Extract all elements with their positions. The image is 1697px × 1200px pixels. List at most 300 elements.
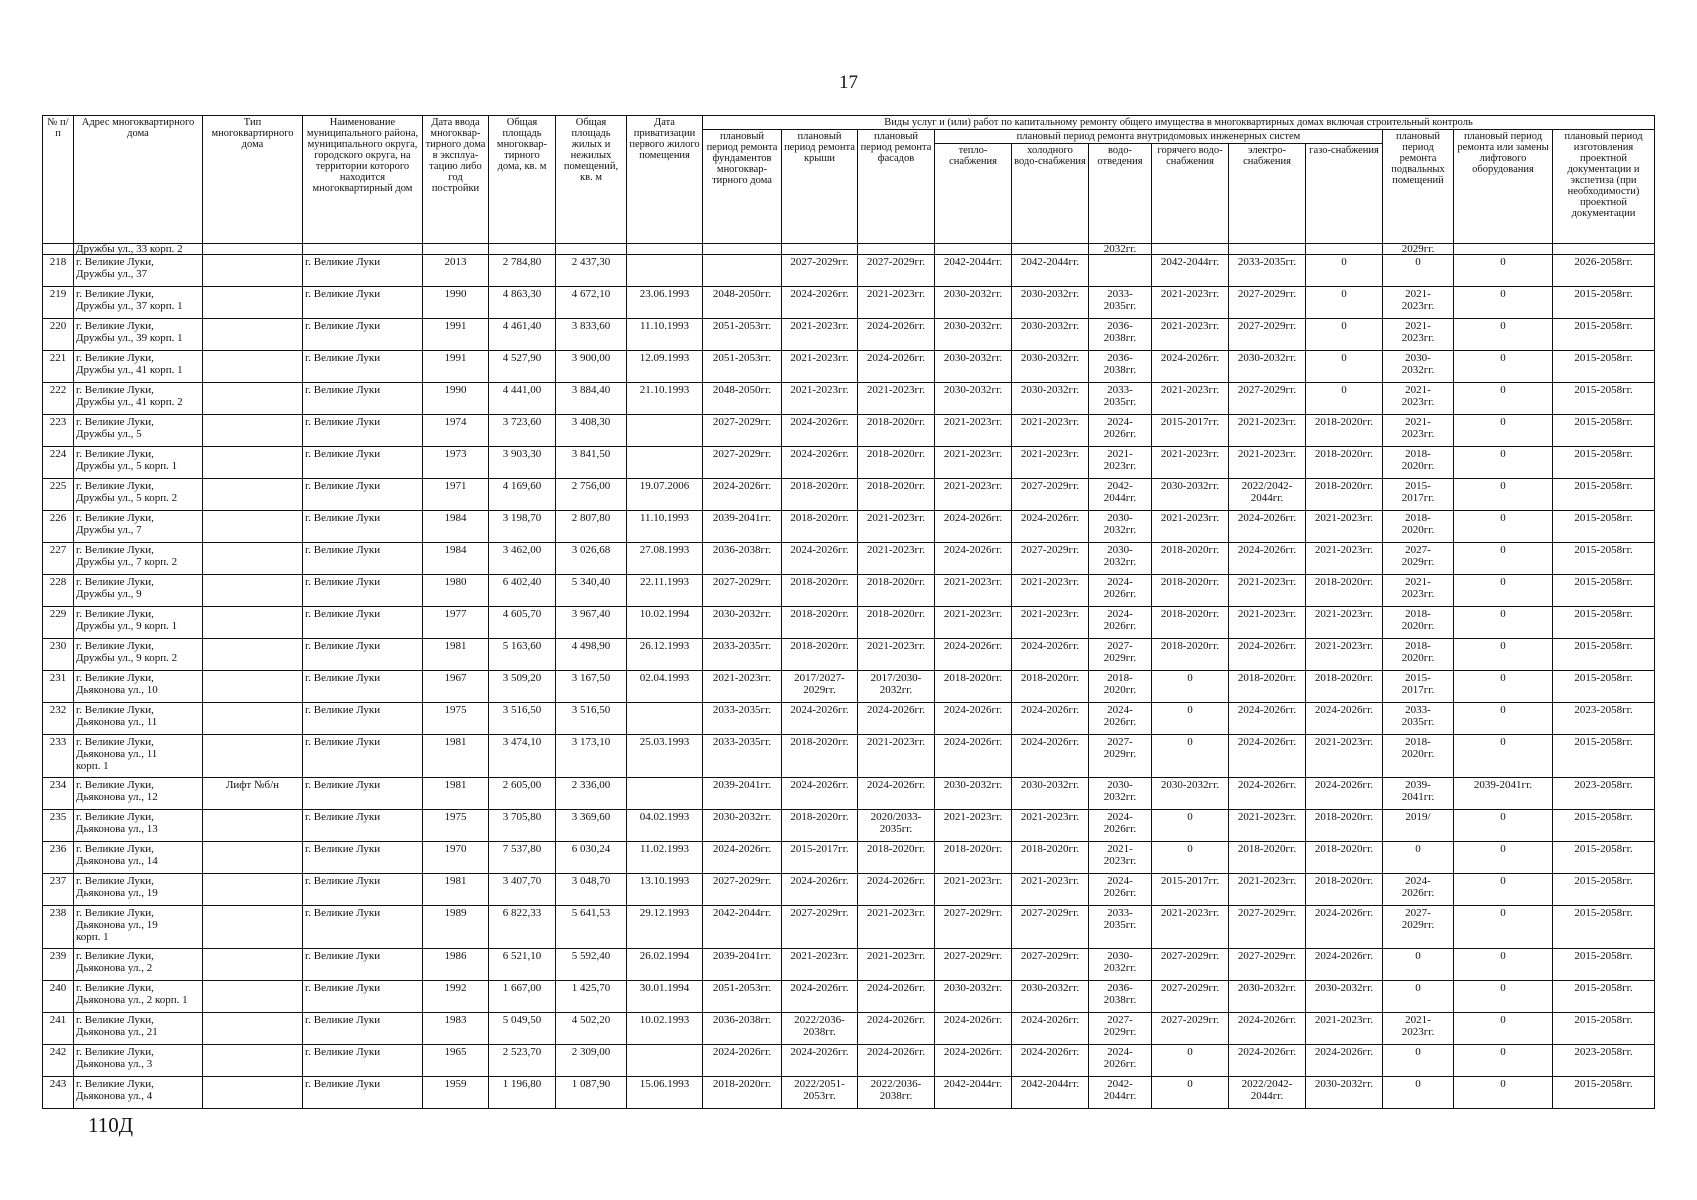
cell-commission-date: 1990 bbox=[423, 383, 489, 415]
cell-elevator: 0 bbox=[1454, 415, 1553, 447]
header-npp: № п/п bbox=[43, 116, 74, 244]
cell-facade: 2021-2023гг. bbox=[858, 949, 935, 981]
cell-foundation: 2051-2053гг. bbox=[703, 981, 782, 1013]
cell-commission-date: 1983 bbox=[423, 1013, 489, 1045]
cell-facade: 2021-2023гг. bbox=[858, 906, 935, 949]
cell-heating: 2024-2026гг. bbox=[935, 735, 1012, 778]
cell-facade: 2021-2023гг. bbox=[858, 543, 935, 575]
cell-gas: 2021-2023гг. bbox=[1306, 511, 1383, 543]
cell-facade: 2018-2020гг. bbox=[858, 447, 935, 479]
cell-living-area: 3 026,68 bbox=[556, 543, 627, 575]
header-municipality: Наименование муниципального района, муниципального округа, городского округа, на территории которого находится многоквартирный дом bbox=[303, 116, 423, 244]
cell-commission-date: 1977 bbox=[423, 607, 489, 639]
cell-house-type bbox=[203, 1013, 303, 1045]
cell-facade: 2021-2023гг. bbox=[858, 287, 935, 319]
table-row bbox=[43, 511, 1655, 543]
cell-address: г. Великие Луки, Дружбы ул., 39 корп. 1 bbox=[74, 319, 203, 351]
cell-design: 2015-2058гг. bbox=[1553, 287, 1655, 319]
cell-municipality: г. Великие Луки bbox=[303, 447, 423, 479]
table-row bbox=[43, 949, 1655, 981]
cell-facade: 2027-2029гг. bbox=[858, 255, 935, 287]
cell-elevator: 0 bbox=[1454, 351, 1553, 383]
cell-cold-water: 2024-2026гг. bbox=[1012, 639, 1089, 671]
cell-privatization-date bbox=[627, 447, 703, 479]
cell-commission-date: 1965 bbox=[423, 1045, 489, 1077]
cell-basement: 2018- 2020гг. bbox=[1383, 735, 1454, 778]
cell-municipality: г. Великие Луки bbox=[303, 842, 423, 874]
header-foundation: плановый период ремонта фундаментов многоквар-тирного дома bbox=[703, 130, 782, 244]
cell-electricity: 2021-2023гг. bbox=[1229, 810, 1306, 842]
cell-sewerage: 2024- 2026гг. bbox=[1089, 703, 1152, 735]
cell-foundation: 2033-2035гг. bbox=[703, 639, 782, 671]
cell-hot-water: 2030-2032гг. bbox=[1152, 479, 1229, 511]
cell-total-area: 3 723,60 bbox=[489, 415, 556, 447]
cell-hot-water: 0 bbox=[1152, 1077, 1229, 1109]
cell-gas: 2024-2026гг. bbox=[1306, 906, 1383, 949]
cell-hot-water: 2021-2023гг. bbox=[1152, 511, 1229, 543]
cell-facade: 2017/2030- 2032гг. bbox=[858, 671, 935, 703]
cell-living-area: 3 369,60 bbox=[556, 810, 627, 842]
cell-sewerage: 2027- 2029гг. bbox=[1089, 735, 1152, 778]
cell-privatization-date bbox=[627, 255, 703, 287]
cell-address: г. Великие Луки, Дьяконова ул., 2 bbox=[74, 949, 203, 981]
cell-elevator: 0 bbox=[1454, 735, 1553, 778]
cell-house-type bbox=[203, 351, 303, 383]
cell-gas: 2018-2020гг. bbox=[1306, 415, 1383, 447]
cell-house-type bbox=[203, 1045, 303, 1077]
cell-address: г. Великие Луки, Дружбы ул., 5 корп. 2 bbox=[74, 479, 203, 511]
cell-roof: 2015-2017гг. bbox=[782, 842, 858, 874]
cell-living-area: 4 502,20 bbox=[556, 1013, 627, 1045]
footer-code: 110Д bbox=[88, 1113, 134, 1137]
cell-elevator: 0 bbox=[1454, 543, 1553, 575]
header-elevator: плановый период ремонта или замены лифтового оборудования bbox=[1454, 130, 1553, 244]
page-number: 17 bbox=[839, 72, 858, 93]
cell-address: г. Великие Луки, Дружбы ул., 5 корп. 1 bbox=[74, 447, 203, 479]
cell-total-area: 1 196,80 bbox=[489, 1077, 556, 1109]
cell-total-area: 6 822,33 bbox=[489, 906, 556, 949]
cell-cold-water: 2021-2023гг. bbox=[1012, 874, 1089, 906]
cell-number: 224 bbox=[43, 447, 74, 479]
cell-elevator: 0 bbox=[1454, 874, 1553, 906]
table-row bbox=[43, 351, 1655, 383]
cell-house-type bbox=[203, 607, 303, 639]
cell-design: 2026-2058гг. bbox=[1553, 255, 1655, 287]
cell-number: 228 bbox=[43, 575, 74, 607]
cell-privatization-date: 10.02.1993 bbox=[627, 1013, 703, 1045]
cell-gas: 2018-2020гг. bbox=[1306, 479, 1383, 511]
cell-number: 243 bbox=[43, 1077, 74, 1109]
cell-facade: 2024-2026гг. bbox=[858, 351, 935, 383]
cell-hot-water: 2024-2026гг. bbox=[1152, 351, 1229, 383]
header-hot-water: горячего водо-снабжения bbox=[1152, 144, 1229, 244]
cell-living-area: 1 425,70 bbox=[556, 981, 627, 1013]
cell-cold-water: 2027-2029гг. bbox=[1012, 906, 1089, 949]
header-address: Адрес многоквартирного дома bbox=[74, 116, 203, 244]
cell-municipality: г. Великие Луки bbox=[303, 319, 423, 351]
cell-municipality: г. Великие Луки bbox=[303, 735, 423, 778]
cell-heating: 2021-2023гг. bbox=[935, 874, 1012, 906]
cell-gas: 0 bbox=[1306, 319, 1383, 351]
cell-gas: 2018-2020гг. bbox=[1306, 447, 1383, 479]
cell-gas: 0 bbox=[1306, 255, 1383, 287]
cell-elevator: 0 bbox=[1454, 607, 1553, 639]
cell-design: 2015-2058гг. bbox=[1553, 575, 1655, 607]
cell-gas: 2024-2026гг. bbox=[1306, 949, 1383, 981]
cell-elevator: 0 bbox=[1454, 575, 1553, 607]
cell-living-area: 3 048,70 bbox=[556, 874, 627, 906]
cell-house-type bbox=[203, 735, 303, 778]
cell-roof: 2018-2020гг. bbox=[782, 607, 858, 639]
cell-total-area: 3 516,50 bbox=[489, 703, 556, 735]
cell-foundation: 2042-2044гг. bbox=[703, 906, 782, 949]
cell-electricity: 2024-2026гг. bbox=[1229, 1045, 1306, 1077]
cell-sewerage: 2024- 2026гг. bbox=[1089, 874, 1152, 906]
cell-roof: 2024-2026гг. bbox=[782, 981, 858, 1013]
cell-foundation: 2033-2035гг. bbox=[703, 703, 782, 735]
cell-roof: 2018-2020гг. bbox=[782, 639, 858, 671]
cell-number: 218 bbox=[43, 255, 74, 287]
cell-foundation: 2048-2050гг. bbox=[703, 383, 782, 415]
table-row bbox=[43, 287, 1655, 319]
cell-electricity: 2018-2020гг. bbox=[1229, 671, 1306, 703]
cell-heating: 2030-2032гг. bbox=[935, 778, 1012, 810]
cell-privatization-date bbox=[627, 703, 703, 735]
cell-gas: 2021-2023гг. bbox=[1306, 735, 1383, 778]
cell-house-type bbox=[203, 319, 303, 351]
table-row bbox=[43, 671, 1655, 703]
cell-commission-date: 1981 bbox=[423, 639, 489, 671]
cell-roof: 2024-2026гг. bbox=[782, 1045, 858, 1077]
cell-house-type: Лифт №б/н bbox=[203, 778, 303, 810]
cell-hot-water: 0 bbox=[1152, 842, 1229, 874]
cell-privatization-date: 26.12.1993 bbox=[627, 639, 703, 671]
cell-facade: 2021-2023гг. bbox=[858, 383, 935, 415]
cell-gas: 2030-2032гг. bbox=[1306, 981, 1383, 1013]
cell-house-type bbox=[203, 906, 303, 949]
cell-cold-water: 2027-2029гг. bbox=[1012, 543, 1089, 575]
cell-electricity: 2021-2023гг. bbox=[1229, 415, 1306, 447]
cell-elevator: 0 bbox=[1454, 906, 1553, 949]
cell-number: 234 bbox=[43, 778, 74, 810]
cell-sewerage: 2030- 2032гг. bbox=[1089, 778, 1152, 810]
cell-basement: 2015- 2017гг. bbox=[1383, 671, 1454, 703]
cell-basement: 0 bbox=[1383, 255, 1454, 287]
cell-total-area: 3 509,20 bbox=[489, 671, 556, 703]
cell-foundation: 2039-2041гг. bbox=[703, 511, 782, 543]
cell-municipality: г. Великие Луки bbox=[303, 543, 423, 575]
cell-cold-water: 2021-2023гг. bbox=[1012, 575, 1089, 607]
cell-basement: 2021- 2023гг. bbox=[1383, 287, 1454, 319]
cell-cold-water: 2030-2032гг. bbox=[1012, 778, 1089, 810]
cell-design: 2015-2058гг. bbox=[1553, 383, 1655, 415]
cell-total-area: 4 461,40 bbox=[489, 319, 556, 351]
cell-elevator: 0 bbox=[1454, 810, 1553, 842]
cell-electricity: 2024-2026гг. bbox=[1229, 511, 1306, 543]
cell-hot-water: 2021-2023гг. bbox=[1152, 906, 1229, 949]
cell-total-area: 3 903,30 bbox=[489, 447, 556, 479]
cell-gas: 2030-2032гг. bbox=[1306, 1077, 1383, 1109]
cell-hot-water: 0 bbox=[1152, 735, 1229, 778]
cell-heating: 2021-2023гг. bbox=[935, 607, 1012, 639]
cell-address: г. Великие Луки, Дружбы ул., 9 корп. 2 bbox=[74, 639, 203, 671]
cell-total-area: 1 667,00 bbox=[489, 981, 556, 1013]
table-row bbox=[43, 383, 1655, 415]
cell-privatization-date: 22.11.1993 bbox=[627, 575, 703, 607]
cell-municipality: г. Великие Луки bbox=[303, 778, 423, 810]
cell-commission-date: 1986 bbox=[423, 949, 489, 981]
table-row bbox=[43, 874, 1655, 906]
cell-address: г. Великие Луки, Дружбы ул., 5 bbox=[74, 415, 203, 447]
cell-hot-water: 2021-2023гг. bbox=[1152, 447, 1229, 479]
cell-living-area: 2 437,30 bbox=[556, 255, 627, 287]
cell-privatization-date: 11.10.1993 bbox=[627, 511, 703, 543]
cell-facade: 2024-2026гг. bbox=[858, 1045, 935, 1077]
table-row bbox=[43, 479, 1655, 511]
cell-basement: 2021- 2023гг. bbox=[1383, 383, 1454, 415]
cell-hot-water: 2021-2023гг. bbox=[1152, 383, 1229, 415]
cell-elevator: 0 bbox=[1454, 1077, 1553, 1109]
cell-municipality: г. Великие Луки bbox=[303, 255, 423, 287]
cell-address: г. Великие Луки, Дьяконова ул., 11 корп. 1 bbox=[74, 735, 203, 778]
continuation-row bbox=[43, 244, 1655, 255]
cell-heating: 2030-2032гг. bbox=[935, 383, 1012, 415]
cell-sewerage: 2030- 2032гг. bbox=[1089, 543, 1152, 575]
cell-foundation: 2024-2026гг. bbox=[703, 479, 782, 511]
cell-privatization-date: 11.10.1993 bbox=[627, 319, 703, 351]
cell-basement: 2018- 2020гг. bbox=[1383, 447, 1454, 479]
cell-number: 239 bbox=[43, 949, 74, 981]
cell-sewerage bbox=[1089, 255, 1152, 287]
cell-number: 226 bbox=[43, 511, 74, 543]
cell-privatization-date: 23.06.1993 bbox=[627, 287, 703, 319]
cell-design: 2015-2058гг. bbox=[1553, 415, 1655, 447]
header-living-area: Общая площадь жилых и нежилых помещений, кв. м bbox=[556, 116, 627, 244]
cell-basement: 2018- 2020гг. bbox=[1383, 639, 1454, 671]
cell-electricity: 2027-2029гг. bbox=[1229, 287, 1306, 319]
cell-privatization-date: 02.04.1993 bbox=[627, 671, 703, 703]
cell-privatization-date: 26.02.1994 bbox=[627, 949, 703, 981]
table-row bbox=[43, 778, 1655, 810]
cell-total-area: 2 605,00 bbox=[489, 778, 556, 810]
cell-total-area: 3 474,10 bbox=[489, 735, 556, 778]
cell-heating: 2024-2026гг. bbox=[935, 543, 1012, 575]
cell-cold-water: 2024-2026гг. bbox=[1012, 703, 1089, 735]
cell-foundation: 2027-2029гг. bbox=[703, 575, 782, 607]
cell-design: 2015-2058гг. bbox=[1553, 874, 1655, 906]
cell-hot-water: 2021-2023гг. bbox=[1152, 287, 1229, 319]
cell-living-area: 2 336,00 bbox=[556, 778, 627, 810]
cell-commission-date: 1967 bbox=[423, 671, 489, 703]
cell-privatization-date: 27.08.1993 bbox=[627, 543, 703, 575]
cell-hot-water: 2027-2029гг. bbox=[1152, 981, 1229, 1013]
cell-basement: 2021- 2023гг. bbox=[1383, 319, 1454, 351]
cell-elevator: 0 bbox=[1454, 319, 1553, 351]
cell-roof: 2018-2020гг. bbox=[782, 575, 858, 607]
cell-house-type bbox=[203, 810, 303, 842]
cell-foundation: 2039-2041гг. bbox=[703, 949, 782, 981]
cell-facade: 2021-2023гг. bbox=[858, 511, 935, 543]
cell-heating: 2021-2023гг. bbox=[935, 447, 1012, 479]
table-row bbox=[43, 981, 1655, 1013]
table-row bbox=[43, 906, 1655, 949]
table-row bbox=[43, 1077, 1655, 1109]
cell-number: 240 bbox=[43, 981, 74, 1013]
cell-commission-date: 1981 bbox=[423, 778, 489, 810]
cell-hot-water: 2015-2017гг. bbox=[1152, 874, 1229, 906]
cell-total-area: 4 169,60 bbox=[489, 479, 556, 511]
cell-address: г. Великие Луки, Дружбы ул., 9 bbox=[74, 575, 203, 607]
cell-house-type bbox=[203, 981, 303, 1013]
cell-privatization-date: 30.01.1994 bbox=[627, 981, 703, 1013]
cell-privatization-date: 11.02.1993 bbox=[627, 842, 703, 874]
cell-hot-water: 2027-2029гг. bbox=[1152, 1013, 1229, 1045]
cell-foundation: 2033-2035гг. bbox=[703, 735, 782, 778]
cell-design: 2015-2058гг. bbox=[1553, 981, 1655, 1013]
cell-municipality: г. Великие Луки bbox=[303, 639, 423, 671]
cell-commission-date: 1973 bbox=[423, 447, 489, 479]
cell-sewerage: 2036- 2038гг. bbox=[1089, 351, 1152, 383]
cell-address: г. Великие Луки, Дьяконова ул., 19 bbox=[74, 874, 203, 906]
cell-privatization-date: 04.02.1993 bbox=[627, 810, 703, 842]
cell-foundation: 2024-2026гг. bbox=[703, 1045, 782, 1077]
cell-gas: 2021-2023гг. bbox=[1306, 1013, 1383, 1045]
cell-elevator: 0 bbox=[1454, 703, 1553, 735]
cell-total-area: 3 407,70 bbox=[489, 874, 556, 906]
cell-electricity: 2021-2023гг. bbox=[1229, 575, 1306, 607]
header-facade: плановый период ремонта фасадов bbox=[858, 130, 935, 244]
cell-design: 2015-2058гг. bbox=[1553, 351, 1655, 383]
cell-house-type bbox=[203, 511, 303, 543]
cell-basement: 2024- 2026гг. bbox=[1383, 874, 1454, 906]
cell-roof: 2024-2026гг. bbox=[782, 447, 858, 479]
cell-heating: 2024-2026гг. bbox=[935, 1045, 1012, 1077]
cell-living-area: 3 167,50 bbox=[556, 671, 627, 703]
cell-heating: 2021-2023гг. bbox=[935, 575, 1012, 607]
cell-privatization-date: 10.02.1994 bbox=[627, 607, 703, 639]
cell-municipality: г. Великие Луки bbox=[303, 810, 423, 842]
cell-roof: 2018-2020гг. bbox=[782, 511, 858, 543]
cell-sewerage: 2021- 2023гг. bbox=[1089, 447, 1152, 479]
cell-commission-date: 1989 bbox=[423, 906, 489, 949]
cell-design: 2015-2058гг. bbox=[1553, 479, 1655, 511]
cell-address: г. Великие Луки, Дружбы ул., 9 корп. 1 bbox=[74, 607, 203, 639]
continuation-address: Дружбы ул., 33 корп. 2 bbox=[74, 244, 203, 255]
cell-cold-water: 2030-2032гг. bbox=[1012, 383, 1089, 415]
cell-total-area: 3 705,80 bbox=[489, 810, 556, 842]
cell-house-type bbox=[203, 447, 303, 479]
cell-foundation: 2027-2029гг. bbox=[703, 415, 782, 447]
cell-commission-date: 1981 bbox=[423, 874, 489, 906]
cell-living-area: 6 030,24 bbox=[556, 842, 627, 874]
cell-basement: 2018- 2020гг. bbox=[1383, 607, 1454, 639]
cell-sewerage: 2033- 2035гг. bbox=[1089, 383, 1152, 415]
cell-total-area: 5 163,60 bbox=[489, 639, 556, 671]
cell-address: г. Великие Луки, Дьяконова ул., 4 bbox=[74, 1077, 203, 1109]
cell-design: 2015-2058гг. bbox=[1553, 447, 1655, 479]
cell-address: г. Великие Луки, Дружбы ул., 7 bbox=[74, 511, 203, 543]
cell-cold-water: 2024-2026гг. bbox=[1012, 1013, 1089, 1045]
cell-sewerage: 2027- 2029гг. bbox=[1089, 639, 1152, 671]
cell-number: 232 bbox=[43, 703, 74, 735]
cell-address: г. Великие Луки, Дьяконова ул., 3 bbox=[74, 1045, 203, 1077]
cell-roof: 2021-2023гг. bbox=[782, 319, 858, 351]
cell-design: 2023-2058гг. bbox=[1553, 778, 1655, 810]
cell-sewerage: 2021- 2023гг. bbox=[1089, 842, 1152, 874]
cell-foundation: 2024-2026гг. bbox=[703, 842, 782, 874]
header-sewerage: водо-отведения bbox=[1089, 144, 1152, 244]
cell-municipality: г. Великие Луки bbox=[303, 949, 423, 981]
table-row bbox=[43, 703, 1655, 735]
cell-commission-date: 1990 bbox=[423, 287, 489, 319]
cell-municipality: г. Великие Луки bbox=[303, 287, 423, 319]
cell-elevator: 0 bbox=[1454, 1013, 1553, 1045]
cell-heating: 2021-2023гг. bbox=[935, 415, 1012, 447]
cell-roof: 2017/2027- 2029гг. bbox=[782, 671, 858, 703]
cell-house-type bbox=[203, 671, 303, 703]
cell-roof: 2024-2026гг. bbox=[782, 287, 858, 319]
cell-facade: 2024-2026гг. bbox=[858, 703, 935, 735]
cell-hot-water: 2027-2029гг. bbox=[1152, 949, 1229, 981]
cell-gas: 2024-2026гг. bbox=[1306, 778, 1383, 810]
cell-total-area: 4 605,70 bbox=[489, 607, 556, 639]
cell-sewerage: 2033- 2035гг. bbox=[1089, 906, 1152, 949]
cell-sewerage: 2027- 2029гг. bbox=[1089, 1013, 1152, 1045]
cell-facade: 2021-2023гг. bbox=[858, 735, 935, 778]
cell-house-type bbox=[203, 1077, 303, 1109]
cell-heating: 2018-2020гг. bbox=[935, 842, 1012, 874]
cell-living-area: 5 340,40 bbox=[556, 575, 627, 607]
cell-municipality: г. Великие Луки bbox=[303, 575, 423, 607]
cell-roof: 2021-2023гг. bbox=[782, 351, 858, 383]
cell-cold-water: 2024-2026гг. bbox=[1012, 735, 1089, 778]
header-design: плановый период изготовления проектной документации и экспетиза (при необходимости) проектной документации bbox=[1553, 130, 1655, 244]
cell-electricity: 2024-2026гг. bbox=[1229, 703, 1306, 735]
cell-commission-date: 1975 bbox=[423, 703, 489, 735]
cell-municipality: г. Великие Луки bbox=[303, 671, 423, 703]
cell-electricity: 2027-2029гг. bbox=[1229, 906, 1306, 949]
cell-house-type bbox=[203, 639, 303, 671]
cell-privatization-date: 21.10.1993 bbox=[627, 383, 703, 415]
table-row bbox=[43, 639, 1655, 671]
continuation-basement: 2029гг. bbox=[1383, 244, 1454, 255]
table-row bbox=[43, 575, 1655, 607]
cell-electricity: 2022/2042- 2044гг. bbox=[1229, 479, 1306, 511]
cell-basement: 2033- 2035гг. bbox=[1383, 703, 1454, 735]
cell-heating: 2030-2032гг. bbox=[935, 319, 1012, 351]
cell-basement: 2015- 2017гг. bbox=[1383, 479, 1454, 511]
cell-house-type bbox=[203, 287, 303, 319]
cell-elevator: 0 bbox=[1454, 479, 1553, 511]
cell-foundation bbox=[703, 255, 782, 287]
cell-municipality: г. Великие Луки bbox=[303, 1045, 423, 1077]
cell-cold-water: 2018-2020гг. bbox=[1012, 671, 1089, 703]
cell-electricity: 2024-2026гг. bbox=[1229, 1013, 1306, 1045]
cell-sewerage: 2018- 2020гг. bbox=[1089, 671, 1152, 703]
cell-address: г. Великие Луки, Дьяконова ул., 13 bbox=[74, 810, 203, 842]
cell-electricity: 2024-2026гг. bbox=[1229, 543, 1306, 575]
cell-electricity: 2021-2023гг. bbox=[1229, 874, 1306, 906]
header-engineering-group: плановый период ремонта внутридомовых инженерных систем bbox=[935, 130, 1383, 144]
cell-house-type bbox=[203, 415, 303, 447]
cell-municipality: г. Великие Луки bbox=[303, 703, 423, 735]
cell-hot-water: 2030-2032гг. bbox=[1152, 778, 1229, 810]
cell-total-area: 6 402,40 bbox=[489, 575, 556, 607]
cell-electricity: 2027-2029гг. bbox=[1229, 319, 1306, 351]
cell-facade: 2018-2020гг. bbox=[858, 479, 935, 511]
cell-elevator: 0 bbox=[1454, 255, 1553, 287]
cell-electricity: 2021-2023гг. bbox=[1229, 607, 1306, 639]
